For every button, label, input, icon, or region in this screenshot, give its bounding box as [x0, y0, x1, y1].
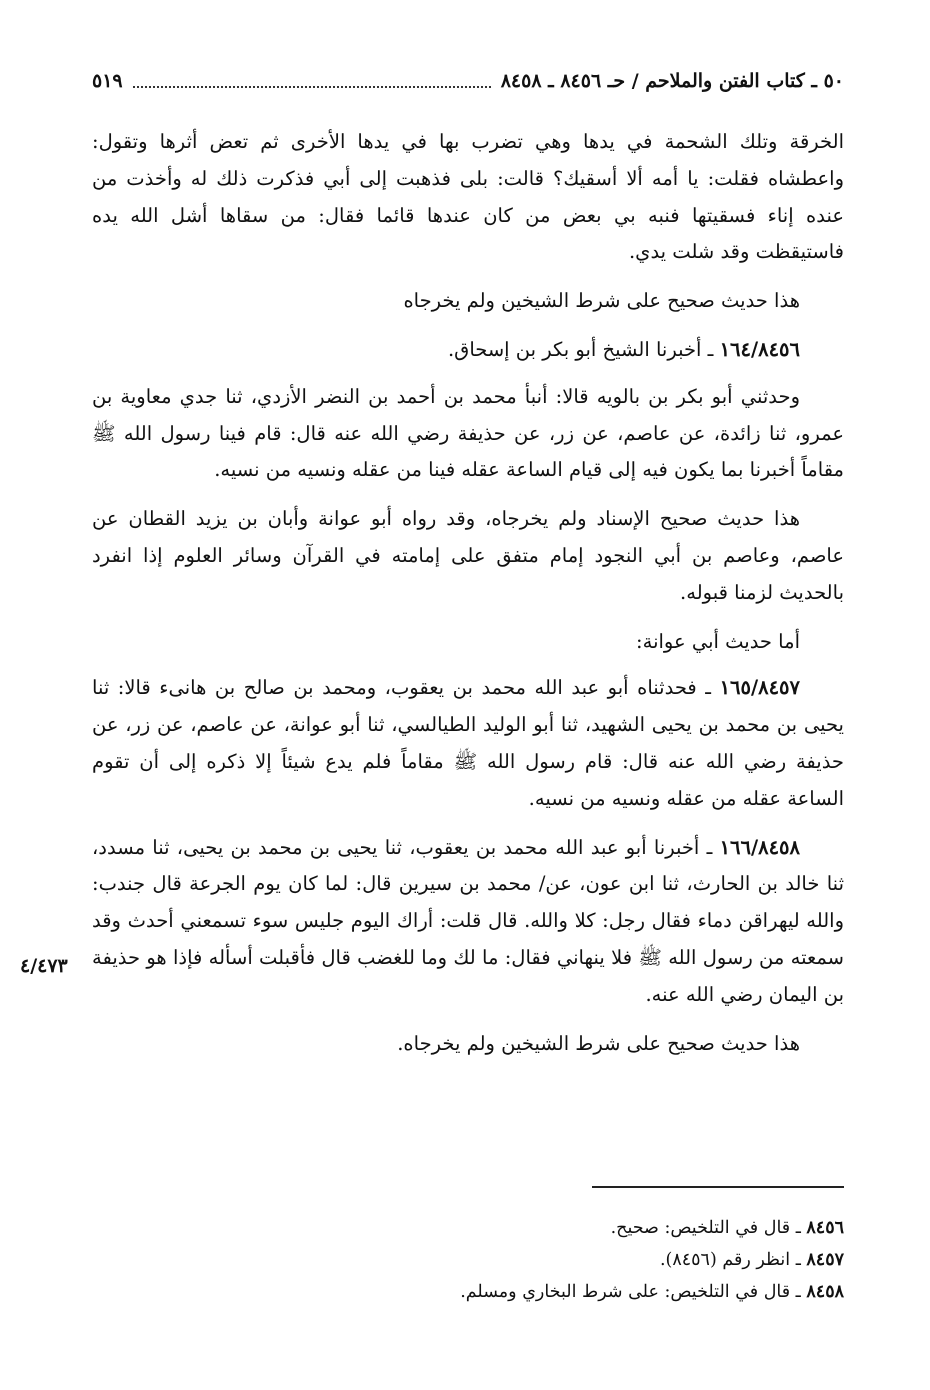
page-number: ٥١٩ — [92, 70, 123, 92]
hadith-number: ١٦٦/٨٤٥٨ — [719, 835, 800, 859]
paragraph-verdict: هذا حديث صحيح على شرط الشيخين ولم يخرجاه. — [397, 1031, 800, 1055]
paragraph: الخرقة وتلك الشحمة في يدها وهي تضرب بها في يدها الأخرى ثم تعض أثرها وتقول: واعطشاه فقلت: يا أمه ألا أسقيك؟ قالت: بلى فذهبت إلى أبي فذكرت ذلك له وأخذت من عنده إناء فسقيتها فنبه بي بعض من كان عندها قائما فقال: من سقاها أشل الله يده فاستيقظت وقد شلت يدي. — [92, 130, 844, 264]
footnote-divider — [592, 1186, 844, 1188]
hadith-number: ١٦٥/٨٤٥٧ — [719, 676, 800, 700]
margin-reference: ٤/٤٧٣ — [20, 955, 68, 977]
paragraph-verdict: هذا حديث صحيح الإسناد ولم يخرجاه، وقد رواه أبو عوانة وأبان بن يزيد القطان عن عاصم، وعاصم بن أبي النجود إمام متفق على إمامته في القرآن وسائر العلوم إذا انفرد بالحديث لزمنا قبوله. — [92, 507, 844, 604]
main-text — [92, 124, 844, 1074]
footnote: ٨٤٥٧ ـ انظر رقم (٨٤٥٦). — [659, 1250, 844, 1270]
running-header — [92, 64, 844, 98]
paragraph: وحدثني أبو بكر بن بالويه قالا: أنبأ محمد بن أحمد بن النضر الأزدي، ثنا جدي معاوية بن عمرو، ثنا زائدة، عن عاصم، عن زر، عن حذيفة رضي الله عنه قال: قام فينا رسول الله ﷺ مقاماً أخبرنا بما يكون فيه إلى قيام الساعة عقله فينا من عقله ونسيه من نسيه. — [92, 384, 844, 482]
hadith-8456-heading: ١٦٤/٨٤٥٦ ـ أخبرنا الشيخ أبو بكر بن إسحاق. — [447, 337, 800, 361]
footnote: ٨٤٥٨ ـ قال في التلخيص: على شرط البخاري ومسلم. — [460, 1282, 844, 1302]
hadith-number: ١٦٤/٨٤٥٦ — [719, 337, 800, 361]
hadith-8458: ١٦٦/٨٤٥٨ ـ أخبرنا أبو عبد الله محمد بن يعقوب، ثنا يحيى بن محمد بن يحيى، ثنا مسدد، ثنا خالد بن الحارث، ثنا ابن عون، عن/ محمد بن سيرين قال: لما كان يوم الجرعة قال جندب: والله ليهراقن دماء فقال رجل: كلا والله. قال قلت: أراك اليوم جليس سوء تسمعني أحدث وقد سمعته من رسول الله ﷺ فلا ينهاني فقال: ما لك وما للغضب قال فأقبلت أسأله فإذا هو حذيفة بن اليمان رضي الله عنه. — [92, 835, 844, 1006]
hadith-8457: ١٦٥/٨٤٥٧ ـ فحدثناه أبو عبد الله محمد بن يعقوب، ومحمد بن صالح بن هانىء قالا: ثنا يحيى بن محمد بن يحيى الشهيد، ثنا أبو الوليد الطيالسي، ثنا أبو عوانة، عن عاصم، عن زر، عن حذيفة رضي الله عنه قال: قام رسول الله ﷺ مقاماً فلم يدع شيئاً إلا ذكره إلى أن تقوم الساعة عقله من عقله ونسيه من نسيه. — [92, 676, 844, 810]
header-title: ٥٠ ـ كتاب الفتن والملاحم / حـ ٨٤٥٦ ـ ٨٤٥٨ — [500, 70, 844, 92]
footnote: ٨٤٥٦ ـ قال في التلخيص: صحيح. — [610, 1218, 844, 1238]
paragraph: أما حديث أبي عوانة: — [636, 629, 800, 653]
footnotes — [92, 1212, 844, 1308]
paragraph-verdict: هذا حديث صحيح على شرط الشيخين ولم يخرجاه — [403, 289, 800, 313]
header-leader-dots — [133, 86, 491, 88]
